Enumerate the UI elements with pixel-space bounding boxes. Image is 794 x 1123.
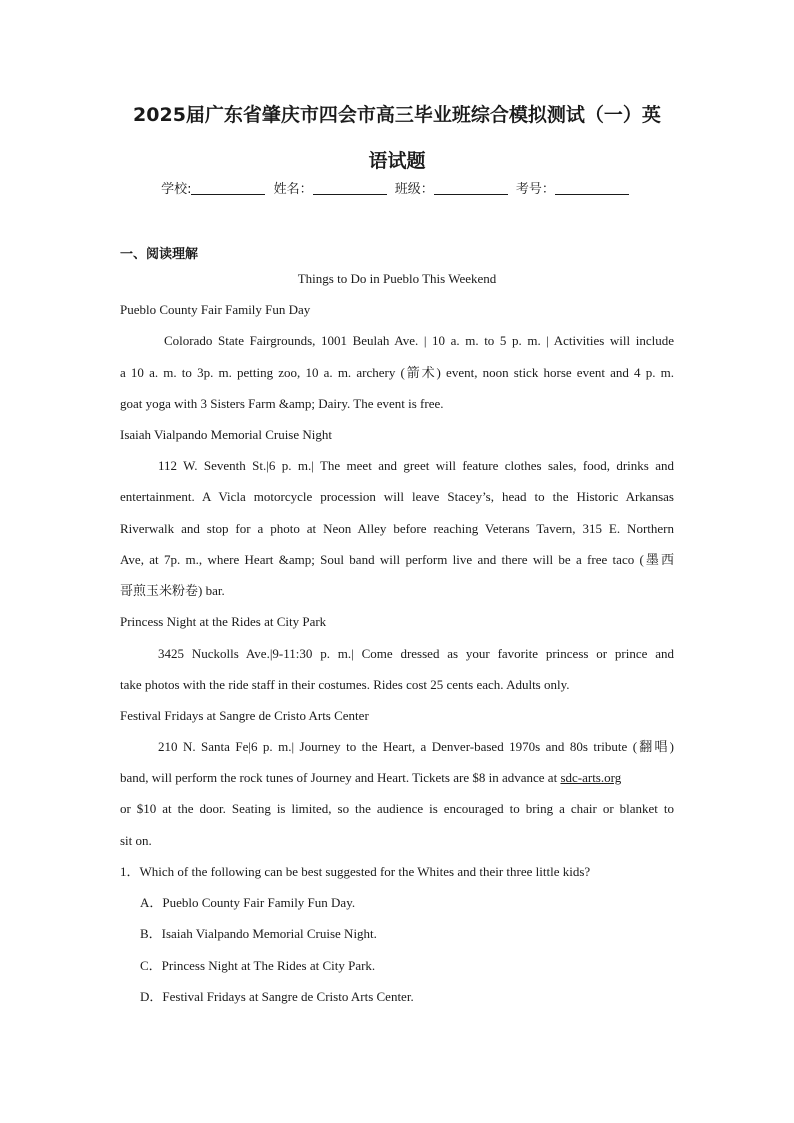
student-info-line [0,180,794,200]
event-text-segment: band, will perform the rock tunes of Journey and Heart. Tickets are $8 in advance at [120,770,558,785]
school-label: 学校: [161,182,192,197]
question-1 [120,863,674,881]
class-blank[interactable] [434,180,508,195]
event-text-line: 210 N. Santa Fe|6 p. m.| Journey to the Heart, a Denver-based 1970s and 80s tribute (翻唱) [158,739,674,754]
event-text-line: take photos with the ride staff in their costumes. Rides cost 25 cents each. Adults only. [120,677,570,692]
option-b[interactable]: B．Isaiah Vialpando Memorial Cruise Night. [140,926,377,941]
event-text-line: or $10 at the door. Seating is limited, so the audience is encouraged to bring a chair or blanket to [120,801,674,816]
event-heading: Pueblo County Fair Family Fun Day [120,302,311,317]
option-c[interactable]: C．Princess Night at The Rides at City Park. [140,958,376,973]
question-number: 1． [120,864,140,879]
sdc-arts-link[interactable]: sdc-arts.org [560,770,622,785]
name-label: 姓名： [273,182,313,197]
event-heading: Isaiah Vialpando Memorial Cruise Night [120,427,332,442]
exam-title-line-2: 语试题 [368,150,426,172]
event-text-line [120,769,674,787]
name-blank[interactable] [313,180,387,195]
event-text-line: Ave, at 7p. m., where Heart &amp; Soul band will perform live and there will be a free taco (墨西 [120,552,674,567]
event-text-line: 哥煎玉米粉卷) bar. [120,583,225,598]
exam-number-label: 考号： [515,182,555,197]
event-heading: Princess Night at the Rides at City Park [120,614,327,629]
event-text-line: Colorado State Fairgrounds, 1001 Beulah Ave. | 10 a. m. to 5 p. m. | Activities will include [164,333,674,348]
option-a[interactable]: A．Pueblo County Fair Family Fun Day. [140,895,356,910]
event-text-line: a 10 a. m. to 3p. m. petting zoo, 10 a. m. archery (箭术) event, noon stick horse event and 4 p. m. [120,365,674,380]
event-text-line: entertainment. A Vicla motorcycle procession will leave Stacey’s, head to the Historic Arkansas [120,489,674,504]
event-text-line: 112 W. Seventh St.|6 p. m.| The meet and greet will feature clothes sales, food, drinks and [158,458,674,473]
event-text-line: sit on. [120,833,152,848]
option-d[interactable]: D．Festival Fridays at Sangre de Cristo Arts Center. [140,989,414,1004]
event-text-line: goat yoga with 3 Sisters Farm &amp; Dairy. The event is free. [120,396,444,411]
event-heading: Festival Fridays at Sangre de Cristo Arts Center [120,708,369,723]
exam-title-line-1: 2025届广东省肇庆市四会市高三毕业班综合模拟测试（一）英 [133,104,661,126]
question-text: Which of the following can be best suggested for the Whites and their three little kids? [139,864,591,879]
event-text-line: 3425 Nuckolls Ave.|9-11:30 p. m.| Come dressed as your favorite princess or prince and [158,646,674,661]
event-text-line: Riverwalk and stop for a photo at Neon Alley before reaching Veterans Tavern, 315 E. Northern [120,521,674,536]
exam-number-blank[interactable] [555,180,629,195]
class-label: 班级： [394,182,434,197]
passage-title: Things to Do in Pueblo This Weekend [297,271,497,286]
section-title: 一、阅读理解 [120,247,199,262]
school-blank[interactable] [191,180,265,195]
